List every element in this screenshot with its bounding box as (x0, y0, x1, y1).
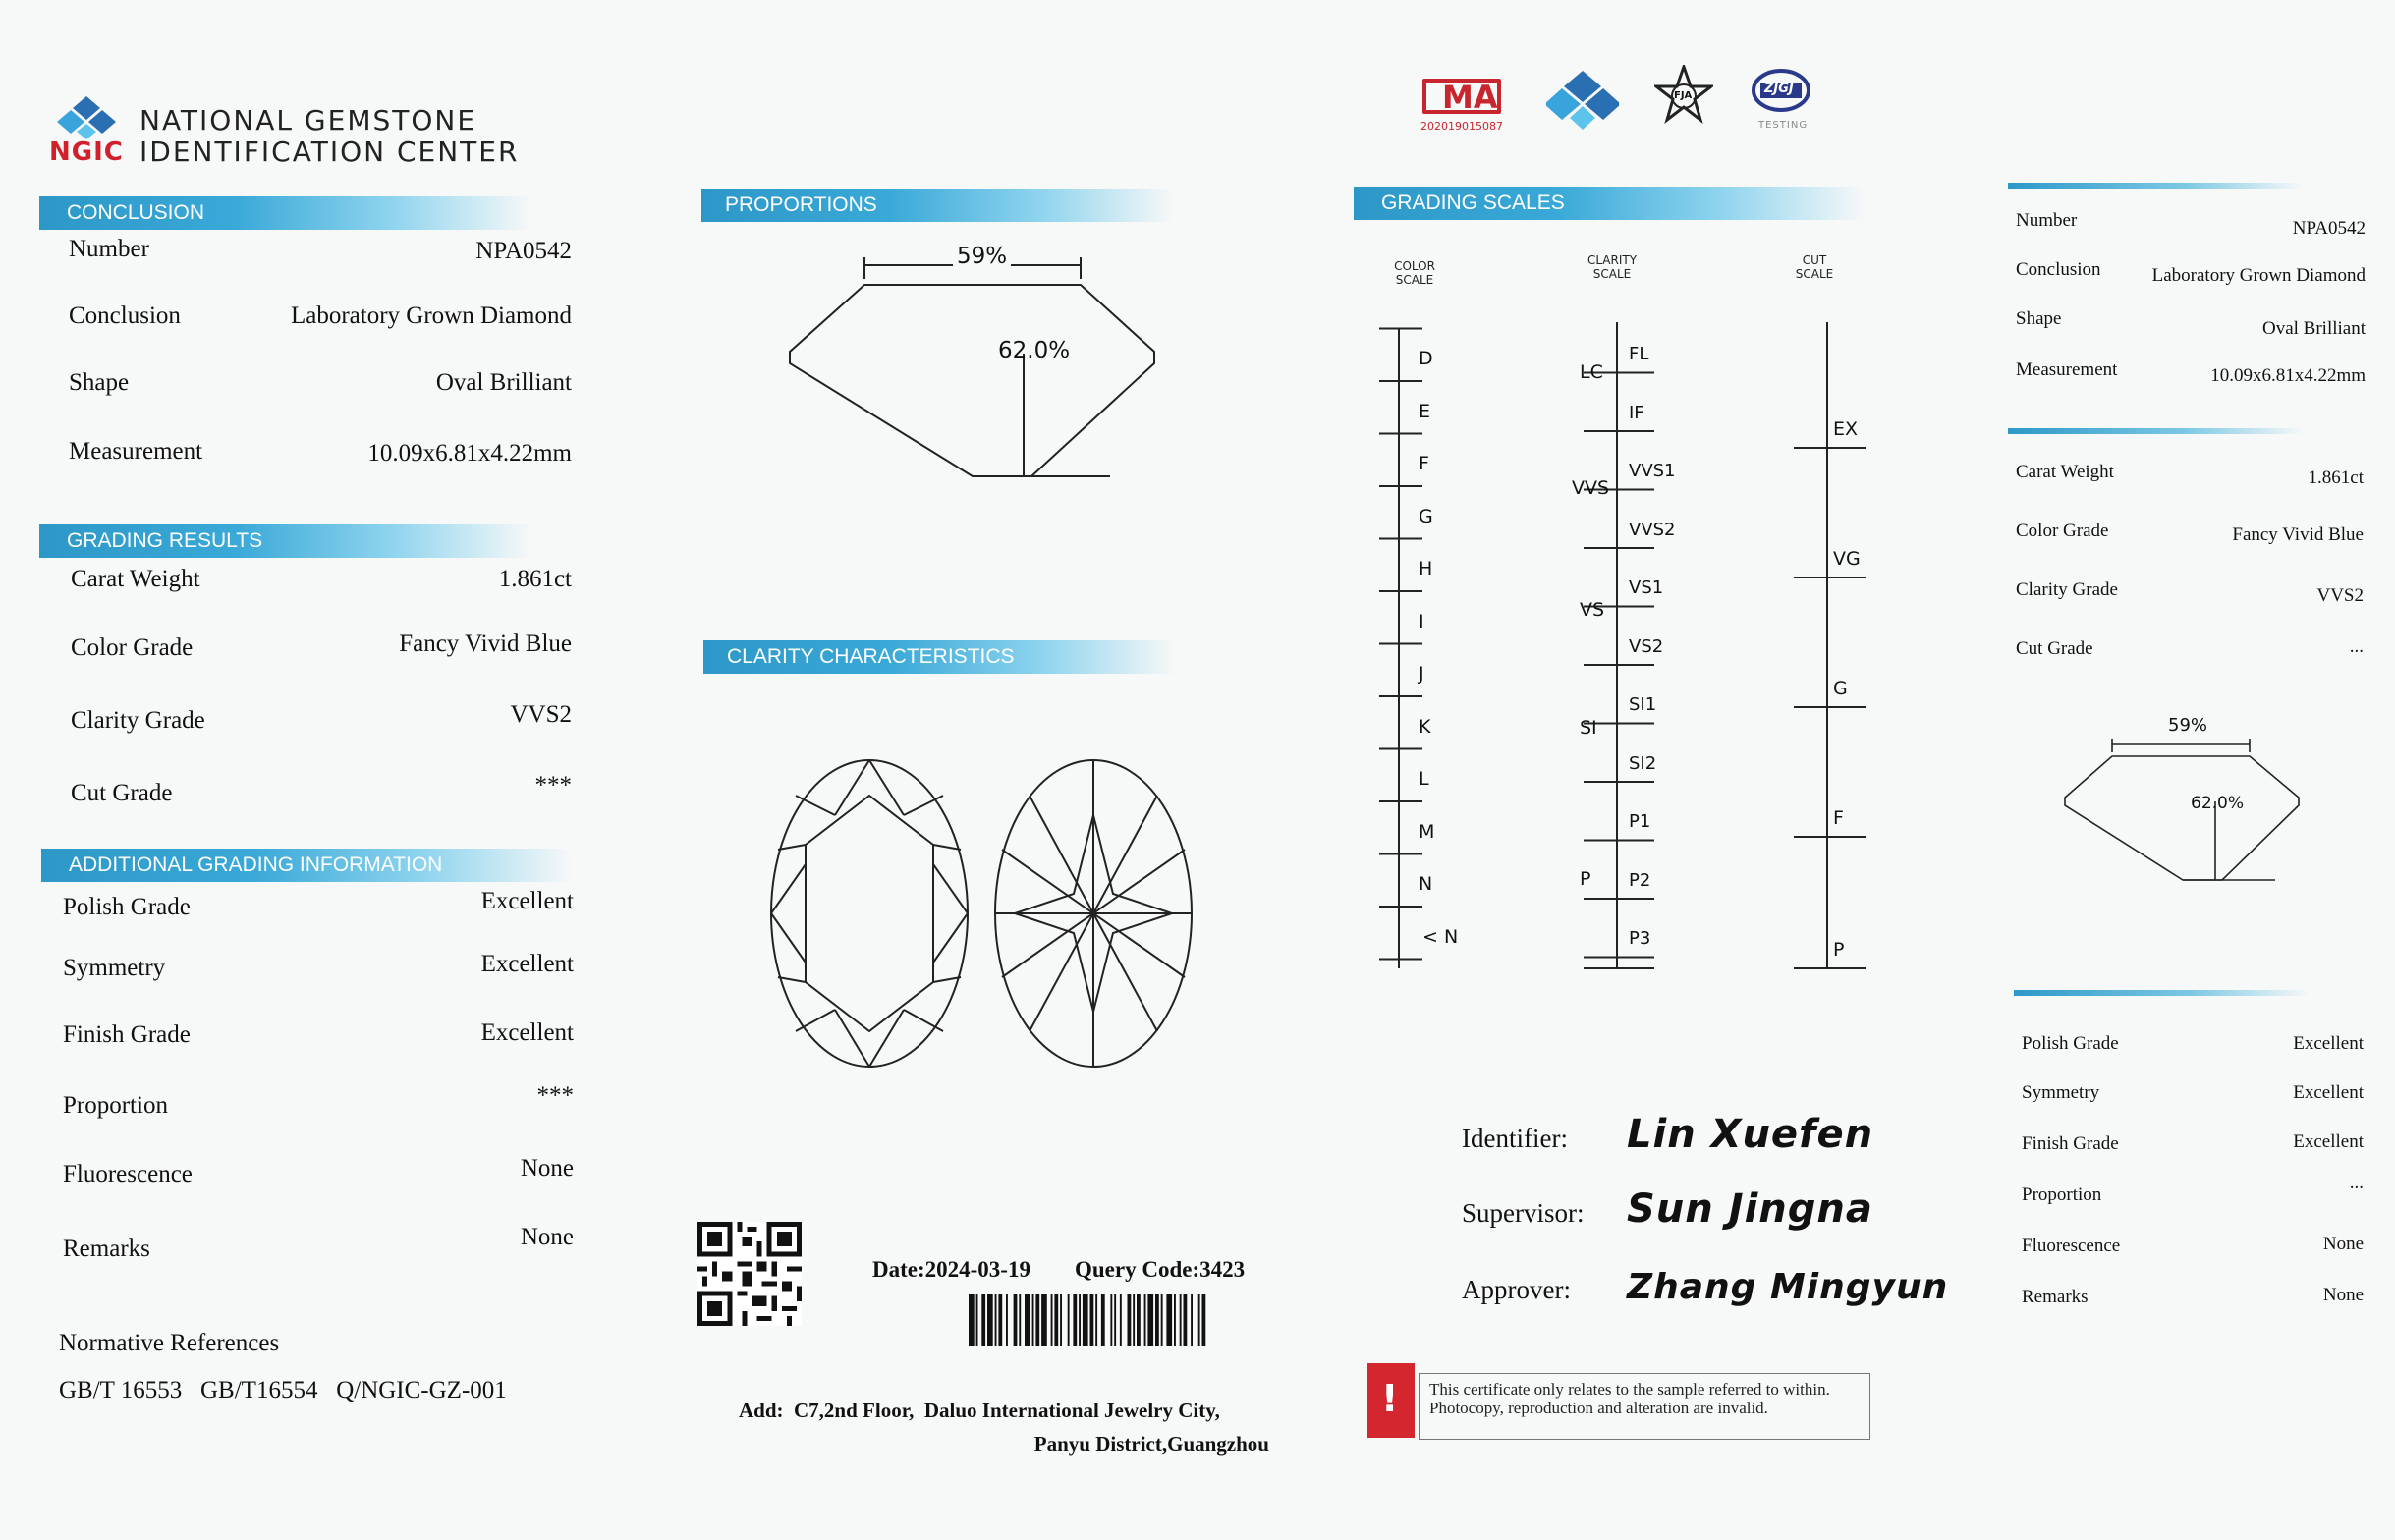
barcode-bar (1035, 1294, 1039, 1346)
summary-polish-label: Polish Grade (2022, 1033, 2119, 1054)
zjgj-subtext: TESTING (1758, 120, 1809, 131)
fja-logo (1654, 65, 1713, 128)
barcode-bar (1133, 1294, 1135, 1346)
summary-shape-label: Shape (2016, 308, 2062, 329)
org-name-line1: NATIONAL GEMSTONE (139, 104, 477, 137)
barcode-bar (1180, 1294, 1182, 1346)
summary-color-label: Color Grade (2016, 521, 2109, 541)
depth-percentage: 62.0% (998, 338, 1071, 363)
barcode-bar (1051, 1294, 1053, 1346)
color-grade-3: G (1419, 505, 1433, 527)
color-scale (1371, 314, 1470, 982)
color-grade-4: H (1419, 558, 1433, 579)
table-percentage: 59% (953, 244, 1011, 269)
summary-shape-value: Oval Brilliant (2261, 318, 2366, 339)
color-grade-0: D (1419, 348, 1433, 369)
summary-carat-value: 1.861ct (2308, 468, 2364, 488)
color-grade-5: I (1419, 610, 1424, 632)
polish-grade-value: Excellent (480, 888, 574, 914)
clarity-grade-value: VVS2 (510, 701, 572, 728)
symmetry-label: Symmetry (63, 955, 166, 981)
carat-weight-value: 1.861ct (498, 566, 572, 592)
fluorescence-label: Fluorescence (63, 1161, 193, 1187)
barcode-bar (987, 1294, 993, 1346)
additional-info-table (63, 884, 574, 1277)
color-grade-11: < N (1422, 925, 1459, 948)
summary-clarity-value: VVS2 (2316, 585, 2364, 606)
qr-code (697, 1222, 802, 1326)
barcode-bar (1137, 1294, 1141, 1346)
proportions-diagram (776, 236, 1169, 491)
summary-clarity-label: Clarity Grade (2016, 579, 2118, 600)
barcode-bar (969, 1294, 975, 1346)
barcode-bar (976, 1294, 978, 1346)
clarity-group-4: P (1580, 868, 1591, 890)
cut-grade-value: *** (534, 772, 572, 798)
summary-proportion-label: Proportion (2022, 1184, 2102, 1205)
summary-proportion-value: ... (2349, 1173, 2364, 1193)
summary-conclusion-value: Laboratory Grown Diamond (2151, 265, 2366, 286)
clarity-grade-label: Clarity Grade (71, 707, 205, 734)
query-code: Query Code:3423 (1075, 1257, 1246, 1282)
summary-polish-value: Excellent (2293, 1033, 2364, 1054)
clarity-grade-9: P2 (1629, 869, 1651, 891)
summary-mid-divider (2008, 428, 2303, 434)
conclusion-measurement-label: Measurement (69, 438, 203, 465)
clarity-plot-pavilion (990, 756, 1197, 1071)
summary-top-table (2016, 206, 2366, 393)
clarity-grade-6: SI1 (1629, 694, 1657, 715)
grading-results-heading: GRADING RESULTS (39, 524, 530, 558)
barcode-bar (1147, 1294, 1153, 1346)
cut-grade-label: Cut Grade (71, 780, 173, 806)
clarity-grade-5: VS2 (1629, 635, 1664, 657)
finish-grade-label: Finish Grade (63, 1021, 191, 1048)
polish-grade-label: Polish Grade (63, 894, 191, 920)
conclusion-shape-value: Oval Brilliant (435, 369, 572, 396)
barcode-bar (1090, 1294, 1094, 1346)
cut-scale (1788, 314, 1866, 982)
org-name-line2: IDENTIFICATION CENTER (139, 136, 520, 168)
ngic-seal-logo (1546, 69, 1619, 132)
lab-address-line2: Panyu District,Guangzhou (1033, 1432, 1269, 1456)
summary-remarks-value: None (2322, 1285, 2364, 1305)
summary-cut-value: ... (2349, 636, 2364, 657)
supervisor-signature: Sun Jingna (1627, 1186, 1873, 1232)
additional-info-heading: ADDITIONAL GRADING INFORMATION (41, 849, 572, 882)
summary-mid-table (2016, 458, 2366, 674)
clarity-group-1: VVS (1572, 477, 1610, 499)
summary-symmetry-value: Excellent (2293, 1082, 2364, 1103)
barcode-bar (1073, 1294, 1077, 1346)
fluorescence-value: None (520, 1155, 574, 1182)
summary-number-value: NPA0542 (2292, 218, 2366, 239)
conclusion-table (69, 228, 572, 467)
barcode-bar (1161, 1294, 1163, 1346)
warning-icon: ! (1381, 1377, 1399, 1420)
barcode-bar (1128, 1294, 1132, 1346)
issue-date: Date:2024-03-19 (872, 1257, 1030, 1282)
clarity-scale (1572, 314, 1690, 982)
color-grade-7: K (1419, 715, 1431, 738)
barcode-bar (1144, 1294, 1146, 1346)
cut-grade-3: F (1833, 807, 1844, 829)
barcode-bar (1041, 1294, 1047, 1346)
barcode-bar (1184, 1294, 1188, 1346)
color-grade-10: N (1419, 873, 1433, 895)
barcode-bar (1174, 1294, 1176, 1346)
barcode-bar (1054, 1294, 1058, 1346)
barcode-bar (1083, 1294, 1088, 1346)
barcode-bar (1101, 1294, 1105, 1346)
cma-text: MA (1442, 79, 1498, 116)
barcode-bar (1068, 1294, 1070, 1346)
summary-symmetry-label: Symmetry (2022, 1082, 2100, 1103)
remarks-label: Remarks (63, 1236, 150, 1262)
symmetry-value: Excellent (480, 951, 574, 977)
clarity-plot-crown (766, 756, 973, 1071)
barcode (969, 1294, 1255, 1346)
summary-carat-label: Carat Weight (2016, 462, 2114, 482)
normative-references-title: Normative References (59, 1330, 280, 1356)
color-grade-2: F (1419, 453, 1429, 474)
color-scale-label: COLOR SCALE (1394, 259, 1435, 287)
barcode-bar (1114, 1294, 1116, 1346)
clarity-grade-7: SI2 (1629, 752, 1657, 774)
conclusion-conclusion-value: Laboratory Grown Diamond (290, 302, 572, 329)
barcode-bar (1155, 1294, 1159, 1346)
barcode-bar (1019, 1294, 1021, 1346)
ngic-seal-icon (1546, 69, 1619, 132)
summary-proportions-diagram (2053, 707, 2309, 894)
clarity-grade-2: VVS1 (1629, 461, 1676, 481)
clarity-group-3: SI (1580, 717, 1597, 739)
summary-measurement-value: 10.09x6.81x4.22mm (2210, 365, 2366, 386)
conclusion-heading: CONCLUSION (39, 196, 530, 230)
conclusion-number-value: NPA0542 (475, 238, 572, 264)
grading-results-table (71, 560, 572, 815)
warning-text: This certificate only relates to the sample referred to within. Photocopy, reproduction and alteration are invalid. (1419, 1373, 1870, 1440)
summary-fluorescence-label: Fluorescence (2022, 1236, 2121, 1256)
barcode-bar (1025, 1294, 1030, 1346)
approver-signature: Zhang Mingyun (1627, 1267, 1949, 1307)
cut-scale-label: CUT SCALE (1795, 253, 1834, 281)
conclusion-shape-label: Shape (69, 369, 130, 396)
clarity-group-2: VS (1580, 599, 1605, 621)
approver-role: Approver: (1462, 1275, 1571, 1304)
summary-conclusion-label: Conclusion (2016, 259, 2101, 280)
cma-logo (1415, 75, 1509, 138)
cut-grade-1: VG (1833, 548, 1861, 570)
barcode-bar (1198, 1294, 1200, 1346)
proportion-label: Proportion (63, 1092, 168, 1119)
clarity-grade-4: VS1 (1629, 578, 1664, 598)
cut-grade-4: P (1833, 939, 1845, 961)
cut-grade-0: EX (1833, 418, 1859, 440)
barcode-bar (998, 1294, 1002, 1346)
conclusion-measurement-value: 10.09x6.81x4.22mm (367, 440, 572, 467)
summary-number-label: Number (2016, 210, 2078, 231)
barcode-bar (1095, 1294, 1097, 1346)
summary-finish-label: Finish Grade (2022, 1133, 2119, 1154)
supervisor-role: Supervisor: (1462, 1198, 1585, 1228)
proportion-value: *** (536, 1082, 574, 1109)
color-grade-label: Color Grade (71, 634, 194, 661)
clarity-grade-8: P1 (1629, 811, 1651, 832)
cut-grade-2: G (1833, 678, 1848, 699)
finish-grade-value: Excellent (480, 1019, 574, 1046)
fja-text: FJA (1674, 90, 1693, 101)
lab-address-line1: Add: C7,2nd Floor, Daluo International Jewelry City, (739, 1399, 1220, 1422)
barcode-bar (1202, 1294, 1206, 1346)
warning-notice (1367, 1363, 1890, 1446)
summary-remarks-label: Remarks (2022, 1287, 2089, 1307)
barcode-bar (1032, 1294, 1034, 1346)
conclusion-conclusion-label: Conclusion (69, 302, 181, 329)
color-grade-1: E (1419, 400, 1431, 422)
clarity-characteristics-heading: CLARITY CHARACTERISTICS (703, 640, 1175, 674)
summary-cut-label: Cut Grade (2016, 638, 2093, 659)
barcode-bar (1166, 1294, 1172, 1346)
summary-fluorescence-value: None (2322, 1234, 2364, 1254)
normative-references-list: GB/T 16553 GB/T16554 Q/NGIC-GZ-001 (59, 1377, 507, 1403)
summary-finish-value: Excellent (2293, 1131, 2364, 1152)
carat-weight-label: Carat Weight (71, 566, 200, 592)
color-grade-value: Fancy Vivid Blue (399, 631, 572, 657)
summary-color-value: Fancy Vivid Blue (2232, 524, 2364, 545)
barcode-bar (1191, 1294, 1193, 1346)
barcode-bar (981, 1294, 985, 1346)
remarks-value: None (520, 1224, 574, 1250)
zjgj-text: ZJGJ (1764, 82, 1794, 96)
summary-table-percentage: 59% (2165, 715, 2210, 736)
barcode-bar (1120, 1294, 1122, 1346)
clarity-grade-10: P3 (1629, 928, 1651, 949)
summary-bottom-divider (2014, 990, 2309, 996)
clarity-group-0: LC (1580, 361, 1603, 383)
summary-bottom-table (2022, 1033, 2364, 1318)
color-grade-9: M (1419, 820, 1435, 843)
color-grade-8: L (1419, 768, 1429, 790)
summary-measurement-label: Measurement (2016, 359, 2118, 380)
summary-top-divider (2008, 183, 2303, 189)
identifier-role: Identifier: (1462, 1124, 1568, 1153)
clarity-grade-3: VVS2 (1629, 519, 1676, 540)
barcode-bar (1006, 1294, 1008, 1346)
clarity-scale-label: CLARITY SCALE (1587, 253, 1638, 281)
barcode-bar (1079, 1294, 1081, 1346)
cma-number: 202019015087 (1420, 120, 1503, 133)
grading-scales-heading: GRADING SCALES (1354, 187, 1865, 220)
conclusion-number-label: Number (69, 236, 149, 262)
summary-depth-percentage: 62.0% (2191, 794, 2245, 813)
clarity-grade-0: FL (1629, 344, 1649, 364)
proportions-heading: PROPORTIONS (701, 189, 1173, 222)
barcode-bar (995, 1294, 997, 1346)
barcode-bar (1060, 1294, 1062, 1346)
zjgj-logo (1747, 67, 1815, 138)
barcode-bar (1110, 1294, 1112, 1346)
barcode-bar (1014, 1294, 1018, 1346)
clarity-grade-1: IF (1629, 402, 1644, 423)
ngic-logo-text: NGIC (49, 138, 124, 167)
identifier-signature: Lin Xuefen (1627, 1112, 1874, 1157)
color-grade-6: J (1419, 663, 1424, 685)
